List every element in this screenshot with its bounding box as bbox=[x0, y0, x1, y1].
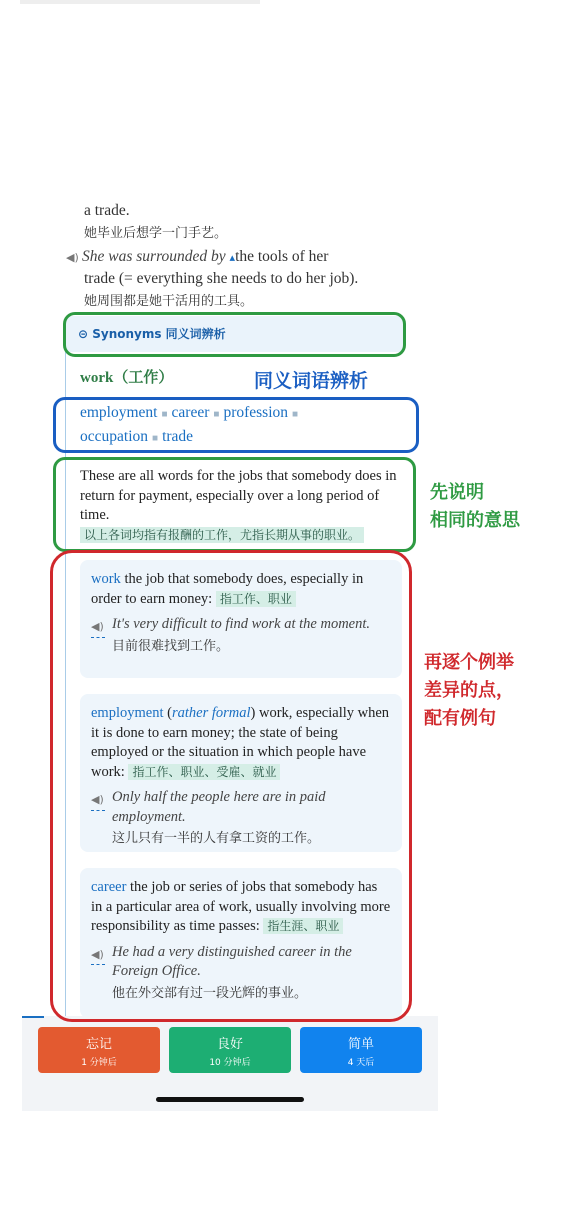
bullet-icon: ■ bbox=[161, 409, 168, 420]
card-definition: the job or series of jobs that somebody has in a particular area of work, usually involving more responsibility as time passes: bbox=[91, 879, 391, 934]
annotation-note-red-2: 差异的点， bbox=[424, 680, 514, 701]
card-zh: 指生涯、职业 bbox=[263, 918, 343, 934]
forget-button[interactable]: 忘记 1 分钟后 bbox=[38, 1027, 160, 1073]
synonym-group-head: work（工作） bbox=[80, 370, 174, 386]
card-zh: 指工作、职业 bbox=[216, 591, 296, 607]
card-example: ◀) Only half the people here are in paid employment. 这儿只有一半的人有拿工资的工作。 bbox=[91, 789, 326, 846]
annotation-box-description bbox=[53, 457, 416, 552]
card-example: ◀) It's very difficult to find work at the moment. 目前很难找到工作。 bbox=[91, 616, 371, 654]
speaker-icon[interactable]: ◀) bbox=[91, 617, 105, 638]
register-label: rather formal bbox=[171, 705, 251, 721]
card-zh: 指工作、职业、受雇、就业 bbox=[128, 764, 280, 780]
annotation-box-word-list bbox=[53, 397, 419, 453]
review-bar bbox=[22, 1016, 438, 1111]
prev-example: ◀) She was surrounded by ▴the tools of her bbox=[66, 246, 426, 269]
annotation-note-blue: 同义词语辨析 bbox=[254, 370, 369, 392]
prev-zh-1: 她毕业后想学一门手艺。 bbox=[84, 226, 228, 241]
card-definition: the job that somebody does, especially in order to earn money: bbox=[91, 571, 364, 607]
bullet-icon: ■ bbox=[213, 409, 220, 420]
card-headword[interactable]: work bbox=[91, 571, 121, 587]
easy-button[interactable]: 简单 4 天后 bbox=[300, 1027, 422, 1073]
synonym-link[interactable]: profession bbox=[223, 404, 289, 421]
prev-example-line2: trade (= everything she needs to do her job). bbox=[84, 270, 359, 287]
synonym-link[interactable]: trade bbox=[162, 428, 194, 445]
synonym-link[interactable]: career bbox=[171, 404, 210, 421]
synonym-link[interactable]: occupation bbox=[80, 428, 149, 445]
card-headword[interactable]: career bbox=[91, 879, 127, 895]
bullet-icon: ■ bbox=[152, 433, 159, 444]
synonyms-title: ⊝ Synonyms 同义词辨析 bbox=[78, 327, 226, 341]
card-headword[interactable]: employment bbox=[91, 705, 164, 721]
speaker-icon[interactable]: ◀) bbox=[66, 251, 79, 264]
bullet-icon: ■ bbox=[292, 409, 299, 420]
prev-zh-2: 她周围都是她干活用的工具。 bbox=[84, 294, 254, 309]
annotation-note-green-2: 相同的意思 bbox=[430, 510, 520, 531]
top-edge bbox=[20, 0, 260, 4]
synonym-link[interactable]: employment bbox=[80, 404, 158, 421]
good-button[interactable]: 良好 10 分钟后 bbox=[169, 1027, 291, 1073]
card-example: ◀) He had a very distinguished career in the Foreign Office. 他在外交部有过一段光辉的事业。 bbox=[91, 943, 352, 1001]
xref-marker-icon[interactable]: ▴ bbox=[229, 252, 236, 264]
prev-fragment: a trade. bbox=[84, 202, 130, 219]
annotation-note-red-1: 再逐个例举 bbox=[424, 652, 514, 673]
annotation-note-red-3: 配有例句 bbox=[424, 708, 496, 729]
home-indicator[interactable] bbox=[156, 1097, 304, 1102]
annotation-note-green-1: 先说明 bbox=[430, 482, 484, 503]
annotation-box-cards bbox=[50, 550, 412, 1022]
synonym-description: These are all words for the jobs that somebody does in return for payment, especially over a long period of time. 以上各词均指有报酬的工作，尤指长期从事的职业。 bbox=[80, 468, 397, 542]
synonym-card-employment: employment (rather formal) work, especially when it is done to earn money; the state of being employed or the situation in which people have work: 指工作、职业、受雇、就业 ◀) Only half the people here are in paid employment. 这儿只有一半的人有拿工资的工作。 bbox=[80, 694, 402, 852]
card-definition: work, especially when it is done to earn money; the state of being employed or the situation in which people have work: bbox=[91, 705, 390, 780]
description-zh: 以上各词均指有报酬的工作，尤指长期从事的职业。 bbox=[80, 527, 364, 543]
annotation-box-synonyms-header bbox=[63, 312, 406, 357]
speaker-icon[interactable]: ◀) bbox=[91, 790, 105, 811]
speaker-icon[interactable]: ◀) bbox=[91, 945, 105, 966]
progress-tick bbox=[22, 1016, 44, 1018]
